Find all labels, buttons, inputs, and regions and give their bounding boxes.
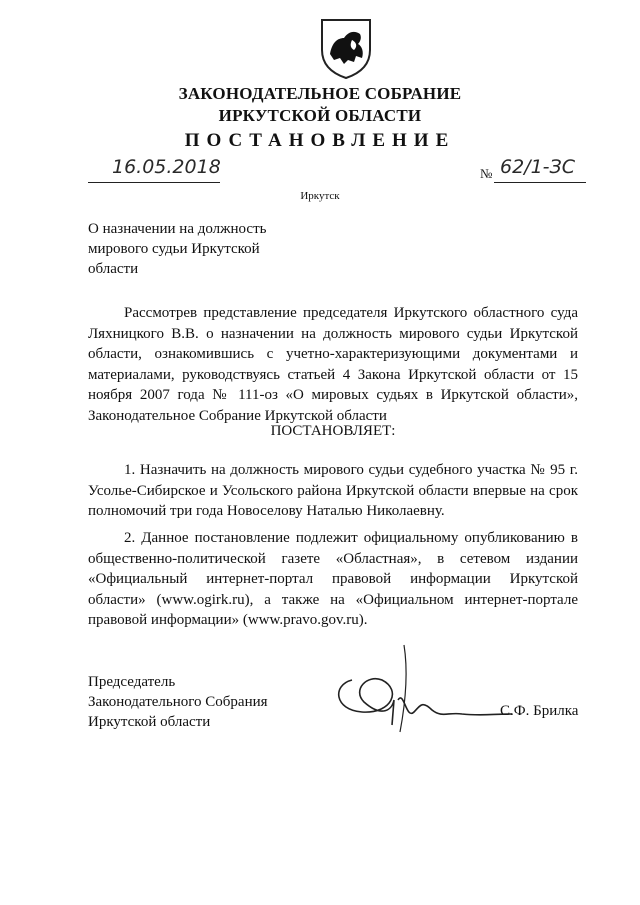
signatory-title-line3: Иркутской области	[88, 714, 211, 730]
subject	[88, 219, 348, 279]
org-name-line1: ЗАКОНОДАТЕЛЬНОЕ СОБРАНИЕ	[178, 84, 462, 103]
document-number: 62/1-ЗС	[500, 156, 575, 178]
document-date: 16.05.2018	[112, 156, 221, 178]
item-1-paragraph: 1. Назначить на должность мирового судьи судебного участка № 95 г. Усолье-Сибирское и Усольского района Иркутской области впервые на срок полномочий три года Новоселову Наталью Николаевну.	[88, 462, 578, 519]
item-2-paragraph: 2. Данное постановление подлежит официальному опубликованию в общественно-политической газете «Областная», в сетевом издании «Официальный интернет-портал правовой информации Иркутской области» (www.ogirk.ru), а также на «Официальном интернет-портале правовой информации» (www.pravo.gov.ru).	[88, 530, 578, 628]
subject-line2: мирового судьи Иркутской	[88, 241, 260, 257]
city: Иркутск	[300, 190, 340, 202]
coat-of-arms-icon	[318, 16, 374, 80]
signatory-title	[88, 672, 268, 732]
number-prefix: №	[480, 166, 493, 181]
signatory-title-line1: Председатель	[88, 674, 176, 690]
org-name-line2: ИРКУТСКОЙ ОБЛАСТИ	[218, 106, 422, 125]
subject-line3: области	[88, 261, 139, 277]
handwritten-signature	[322, 640, 522, 740]
document-title: ПОСТАНОВЛЕНИЕ	[184, 130, 456, 151]
subject-line1: О назначении на должность	[88, 221, 267, 237]
decree-heading: ПОСТАНОВЛЯЕТ:	[270, 423, 396, 439]
preamble-paragraph: Рассмотрев представление председателя Иркутского областного суда Ляхницкого В.В. о назначении на должность мирового судьи Иркутской области, ознакомившись с учетно-характеризующими документами и материалами, руководствуясь статьей 4 Закона Иркутской области от 15 ноября 2007 года № 111-оз «О мировых судьях в Иркутской области», Законодательное Собрание Иркутской области	[88, 305, 578, 424]
signatory-title-line2: Законодательного Собрания	[88, 694, 268, 710]
signatory-name: С.Ф. Брилка	[500, 703, 579, 719]
